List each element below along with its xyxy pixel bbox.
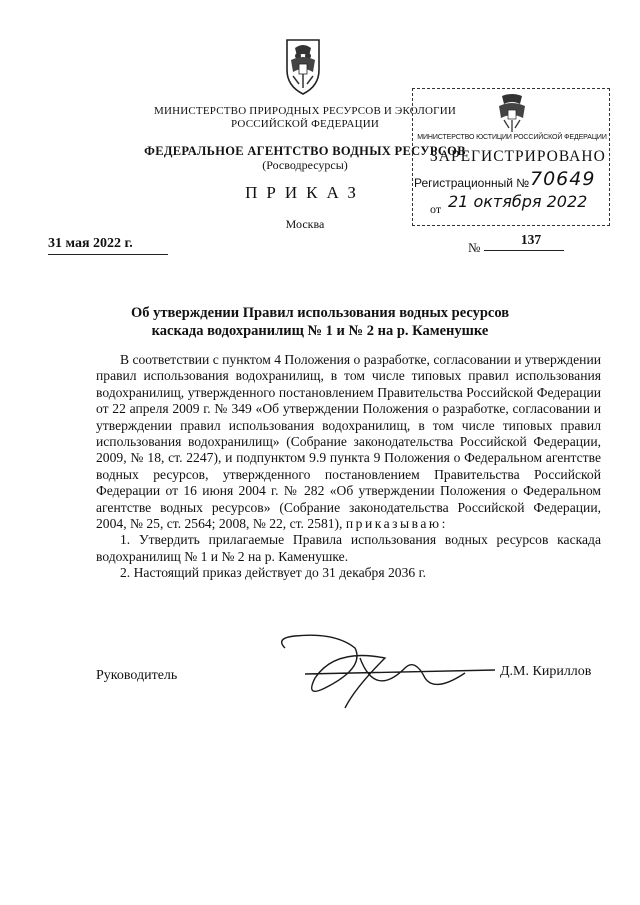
number-underline	[484, 250, 564, 251]
order-item-1: 1. Утвердить прилагаемые Правила использования водных ресурсов каскада водохранилищ № 1 и № 2 на р. Каменушке.	[96, 532, 601, 564]
coat-of-arms-emblem	[277, 36, 329, 96]
document-type: ПРИКАЗ	[245, 183, 365, 202]
stamp-reg-date: 21 октября 2022	[448, 192, 588, 211]
date-underline	[48, 254, 168, 255]
stamp-emblem-icon	[494, 92, 530, 134]
agency-name: ФЕДЕРАЛЬНОЕ АГЕНТСТВО ВОДНЫХ РЕСУРСОВ	[144, 144, 466, 158]
signatory-position: Руководитель	[96, 668, 178, 683]
preamble-text: В соответствии с пунктом 4 Положения о разработке, согласовании и утверждении правил использования водохранилищ, в том числе типовых правил использования водохранилищ, утвержденного постановлением Правительства Российской Федерации от 22 апреля 2009 г. № 349 «Об утверждении Положения о разработке, согласовании и утверждении правил использования водохранилищ, в том числе типовых правил использования водохранилищ» (Собрание законодательства Российской Федерации, 2009, № 18, ст. 2247), и подпунктом 9.9 пункта 9 Положения о Федеральном агентстве водных ресурсов, утвержденного постановлением Правительства Российской Федерации от 16 июня 2004 г. № 282 «Об утверждении Положения о Федеральном агентстве водных ресурсов» (Собрание законодательства Российской Федерации, 2004, № 25, ст. 2564; 2008, № 22, ст. 2581),	[96, 352, 601, 532]
order-body	[96, 352, 601, 582]
order-title	[110, 304, 530, 340]
stamp-reg-number: 70649	[530, 168, 596, 190]
ministry-line-2: РОССИЙСКОЙ ФЕДЕРАЦИИ	[230, 118, 380, 130]
agency-short-name: (Росводресурсы)	[262, 158, 348, 172]
stamp-ministry: МИНИСТЕРСТВО ЮСТИЦИИ РОССИЙСКОЙ ФЕДЕРАЦИИ	[417, 134, 607, 141]
preamble-paragraph	[96, 352, 601, 532]
stamp-from-label: от	[430, 202, 442, 216]
handwritten-signature	[265, 628, 515, 718]
stamp-reg-label: Регистрационный №	[414, 176, 530, 190]
order-word: приказываю:	[345, 516, 448, 532]
city: Москва	[285, 217, 325, 231]
order-date: 31 мая 2022 г.	[48, 236, 133, 251]
ministry-line-1: МИНИСТЕРСТВО ПРИРОДНЫХ РЕСУРСОВ И ЭКОЛОГИИ	[153, 105, 457, 117]
order-number: 137	[520, 232, 542, 247]
order-title-line-1: Об утверждении Правил использования водных ресурсов	[130, 305, 510, 321]
stamp-status: ЗАРЕГИСТРИРОВАНО	[430, 148, 606, 165]
order-number-label: №	[468, 240, 481, 255]
order-item-2: 2. Настоящий приказ действует до 31 декабря 2036 г.	[120, 565, 427, 581]
signatory-name: Д.М. Кириллов	[500, 664, 592, 679]
registration-stamp	[412, 88, 612, 228]
order-title-line-2: каскада водохранилищ № 1 и № 2 на р. Каменушке	[151, 323, 489, 339]
